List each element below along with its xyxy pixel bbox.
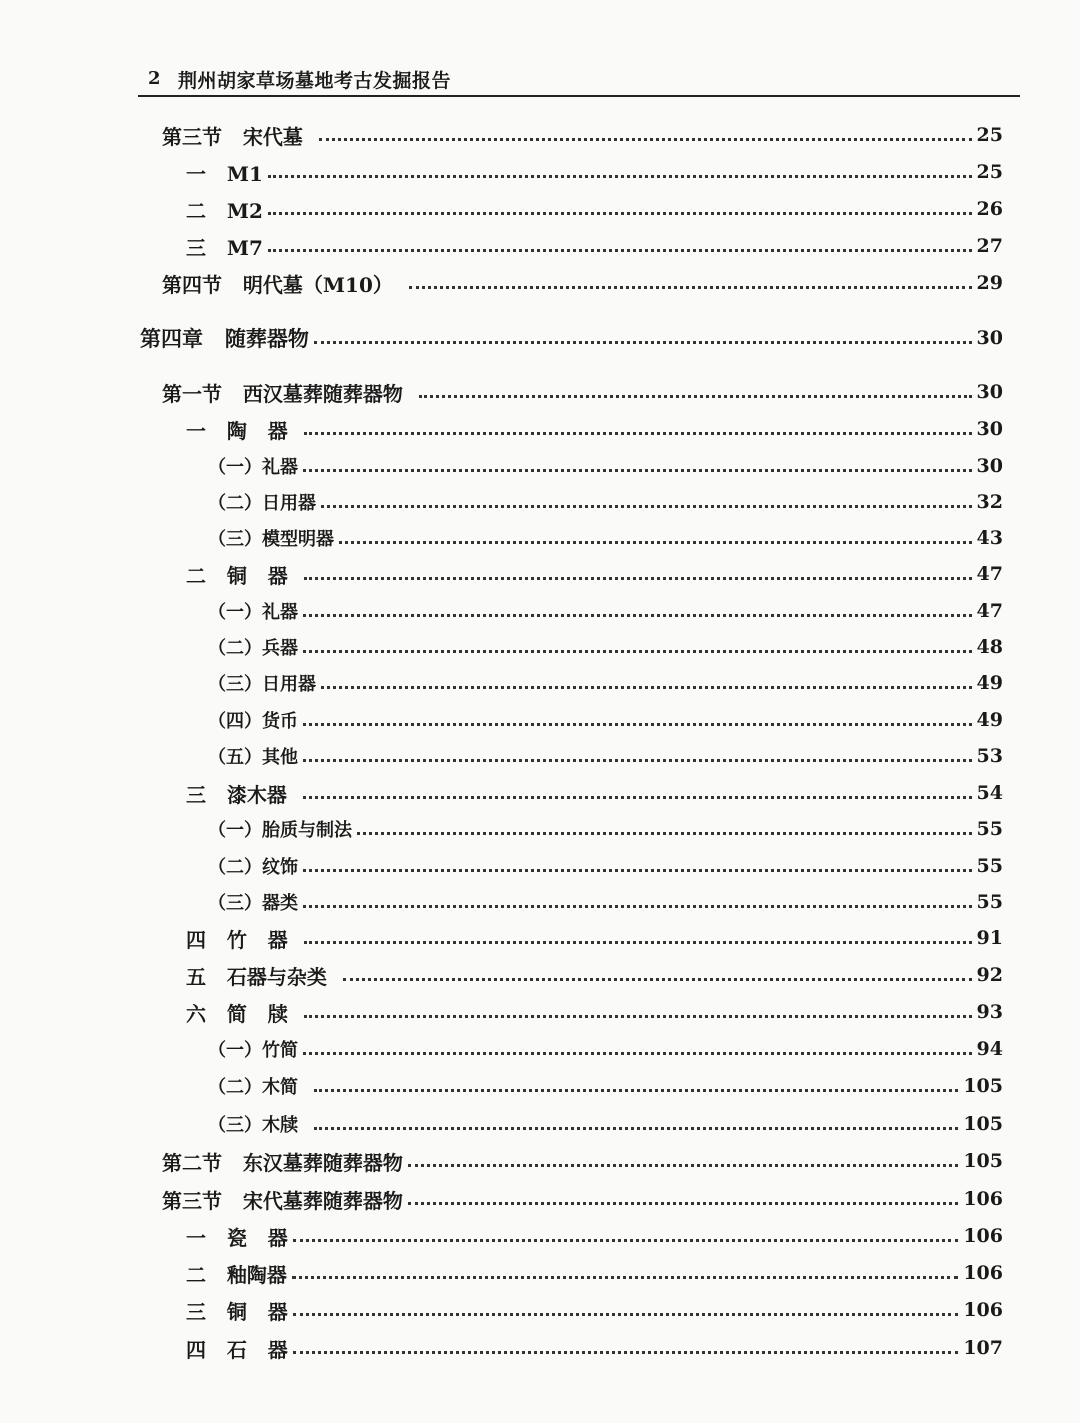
toc-entry-label: 一 瓷 器: [186, 1225, 288, 1250]
toc-entry[interactable]: [208, 596, 1003, 626]
toc-entry-label: 第一节 西汉墓葬随葬器物: [162, 381, 403, 406]
toc-entry-page: 55: [976, 855, 1003, 877]
toc-entry-page: 26: [976, 198, 1003, 220]
toc-entry[interactable]: [186, 157, 1003, 187]
toc-entry[interactable]: [186, 923, 1003, 953]
dot-leader: [321, 505, 972, 508]
toc-entry[interactable]: [208, 523, 1003, 553]
toc-entry[interactable]: [186, 559, 1003, 589]
toc-entry-page: 25: [976, 161, 1003, 183]
toc-entry-label: 二 铜 器: [186, 563, 288, 588]
toc-entry-label: 第四节 明代墓（M10）: [162, 272, 393, 297]
toc-entry-label: （一）胎质与制法: [208, 820, 352, 841]
toc-entry[interactable]: [162, 120, 1003, 150]
toc-entry-label: 三 M7: [186, 235, 263, 260]
toc-entry-label: 一 陶 器: [186, 418, 288, 443]
toc-entry[interactable]: [186, 1333, 1003, 1363]
toc-entry-page: 30: [976, 418, 1003, 440]
dot-leader: [304, 1015, 972, 1018]
toc-entry[interactable]: [186, 194, 1003, 224]
toc-entry[interactable]: [208, 741, 1003, 771]
dot-leader: [303, 469, 972, 472]
toc-entry-label: （五）其他: [208, 747, 298, 768]
toc-entry-page: 106: [963, 1188, 1003, 1210]
toc-entry[interactable]: [208, 487, 1003, 517]
toc-entry[interactable]: [186, 960, 1003, 990]
toc-entry[interactable]: [186, 231, 1003, 261]
toc-entry-label: 五 石器与杂类: [186, 964, 327, 989]
dot-leader: [303, 759, 972, 762]
toc-entry-page: 105: [963, 1150, 1003, 1172]
dot-leader: [293, 1351, 959, 1354]
toc-entry[interactable]: [186, 778, 1003, 808]
toc-entry-page: 93: [976, 1001, 1003, 1023]
toc-entry-page: 91: [976, 927, 1003, 949]
dot-leader: [343, 978, 972, 981]
toc-entry-label: （三）器类: [208, 893, 298, 914]
dot-leader: [292, 1276, 958, 1279]
toc-entry-label: 二 釉陶器: [186, 1262, 287, 1287]
toc-entry-label: 第三节 宋代墓葬随葬器物: [162, 1188, 403, 1213]
toc-entry-page: 106: [963, 1262, 1003, 1284]
toc-entry-page: 25: [976, 124, 1003, 146]
toc-entry[interactable]: [186, 1221, 1003, 1251]
toc-entry-page: 29: [976, 272, 1003, 294]
toc-entry[interactable]: [186, 997, 1003, 1027]
dot-leader: [408, 1164, 958, 1167]
toc-entry[interactable]: [208, 705, 1003, 735]
toc-entry-label: （二）纹饰: [208, 857, 298, 878]
dot-leader: [293, 1239, 959, 1242]
toc-entry[interactable]: [186, 1258, 1003, 1288]
toc-entry[interactable]: [208, 1109, 1003, 1139]
toc-entry[interactable]: [162, 268, 1003, 298]
toc-entry-page: 55: [976, 891, 1003, 913]
toc-entry-label: （三）木牍: [208, 1115, 298, 1136]
toc-entry[interactable]: [162, 377, 1003, 407]
toc-entry-page: 32: [976, 491, 1003, 513]
toc-entry-page: 48: [976, 636, 1003, 658]
toc-entry-page: 43: [976, 527, 1003, 549]
toc-entry-label: 第四章 随葬器物: [140, 326, 309, 351]
toc-entry-page: 30: [976, 381, 1003, 403]
toc-entry-label: （一）礼器: [208, 602, 298, 623]
toc-entry-label: （二）日用器: [208, 493, 316, 514]
dot-leader: [409, 286, 972, 289]
toc-entry-page: 106: [963, 1299, 1003, 1321]
dot-leader: [314, 1127, 958, 1130]
dot-leader: [293, 1313, 959, 1316]
dot-leader: [319, 138, 972, 141]
toc-entry[interactable]: [162, 1146, 1003, 1176]
toc-entry-page: 30: [976, 455, 1003, 477]
toc-entry-label: （二）兵器: [208, 638, 298, 659]
toc-entry-label: 第二节 东汉墓葬随葬器物: [162, 1150, 403, 1175]
toc-entry-page: 105: [963, 1113, 1003, 1135]
toc-entry-label: 三 铜 器: [186, 1299, 288, 1324]
toc-entry-label: 四 石 器: [186, 1337, 288, 1362]
book-title: 荆州胡家草场墓地考古发掘报告: [178, 70, 452, 92]
toc-entry[interactable]: [208, 814, 1003, 844]
toc-entry-page: 53: [976, 745, 1003, 767]
toc-entry-page: 47: [976, 563, 1003, 585]
toc-entry-label: （三）日用器: [208, 674, 316, 695]
toc-entry-page: 107: [963, 1337, 1003, 1359]
toc-entry-page: 92: [976, 964, 1003, 986]
dot-leader: [303, 869, 972, 872]
dot-leader: [268, 175, 972, 178]
toc-entry[interactable]: [208, 668, 1003, 698]
toc-entry-page: 27: [976, 235, 1003, 257]
toc-entry-page: 49: [976, 672, 1003, 694]
toc-entry-label: 六 简 牍: [186, 1001, 288, 1026]
toc-entry-label: （一）礼器: [208, 457, 298, 478]
toc-entry[interactable]: [208, 851, 1003, 881]
toc-entry-page: 55: [976, 818, 1003, 840]
dot-leader: [304, 577, 972, 580]
toc-entry[interactable]: [208, 887, 1003, 917]
toc-entry-page: 106: [963, 1225, 1003, 1247]
dot-leader: [314, 1089, 958, 1092]
toc-entry[interactable]: [208, 451, 1003, 481]
dot-leader: [321, 686, 972, 689]
toc-entry-page: 105: [963, 1075, 1003, 1097]
toc-entry-page: 49: [976, 709, 1003, 731]
toc-entry-page: 47: [976, 600, 1003, 622]
dot-leader: [408, 1202, 958, 1205]
toc-entry[interactable]: [186, 414, 1003, 444]
dot-leader: [304, 941, 972, 944]
dot-leader: [303, 614, 972, 617]
toc-entry[interactable]: [208, 1071, 1003, 1101]
dot-leader: [303, 1052, 972, 1055]
toc-entry-page: 94: [976, 1038, 1003, 1060]
dot-leader: [303, 650, 972, 653]
dot-leader: [303, 796, 972, 799]
toc-chapter-entry[interactable]: [140, 323, 1003, 353]
toc-entry[interactable]: [208, 1034, 1003, 1064]
dot-leader: [268, 249, 972, 252]
toc-entry-label: 第三节 宋代墓: [162, 124, 303, 149]
toc-entry-label: （三）模型明器: [208, 529, 334, 550]
toc-entry-label: 三 漆木器: [186, 782, 287, 807]
toc-entry[interactable]: [186, 1295, 1003, 1325]
toc-entry-label: 四 竹 器: [186, 927, 288, 952]
dot-leader: [419, 395, 972, 398]
dot-leader: [357, 832, 972, 835]
dot-leader: [339, 541, 972, 544]
toc-entry-label: （四）货币: [208, 711, 298, 732]
toc-entry[interactable]: [162, 1184, 1003, 1214]
toc-entry-label: 二 M2: [186, 198, 263, 223]
dot-leader: [268, 212, 972, 215]
toc-entry-label: （二）木简: [208, 1077, 298, 1098]
dot-leader: [314, 341, 972, 344]
toc-entry-page: 54: [976, 782, 1003, 804]
dot-leader: [304, 432, 972, 435]
page-number: 2: [148, 68, 161, 89]
toc-entry[interactable]: [208, 632, 1003, 662]
toc-entry-label: （一）竹简: [208, 1040, 298, 1061]
toc-entry-label: 一 M1: [186, 161, 263, 186]
toc-entry-page: 30: [976, 327, 1003, 349]
dot-leader: [303, 723, 972, 726]
dot-leader: [303, 905, 972, 908]
